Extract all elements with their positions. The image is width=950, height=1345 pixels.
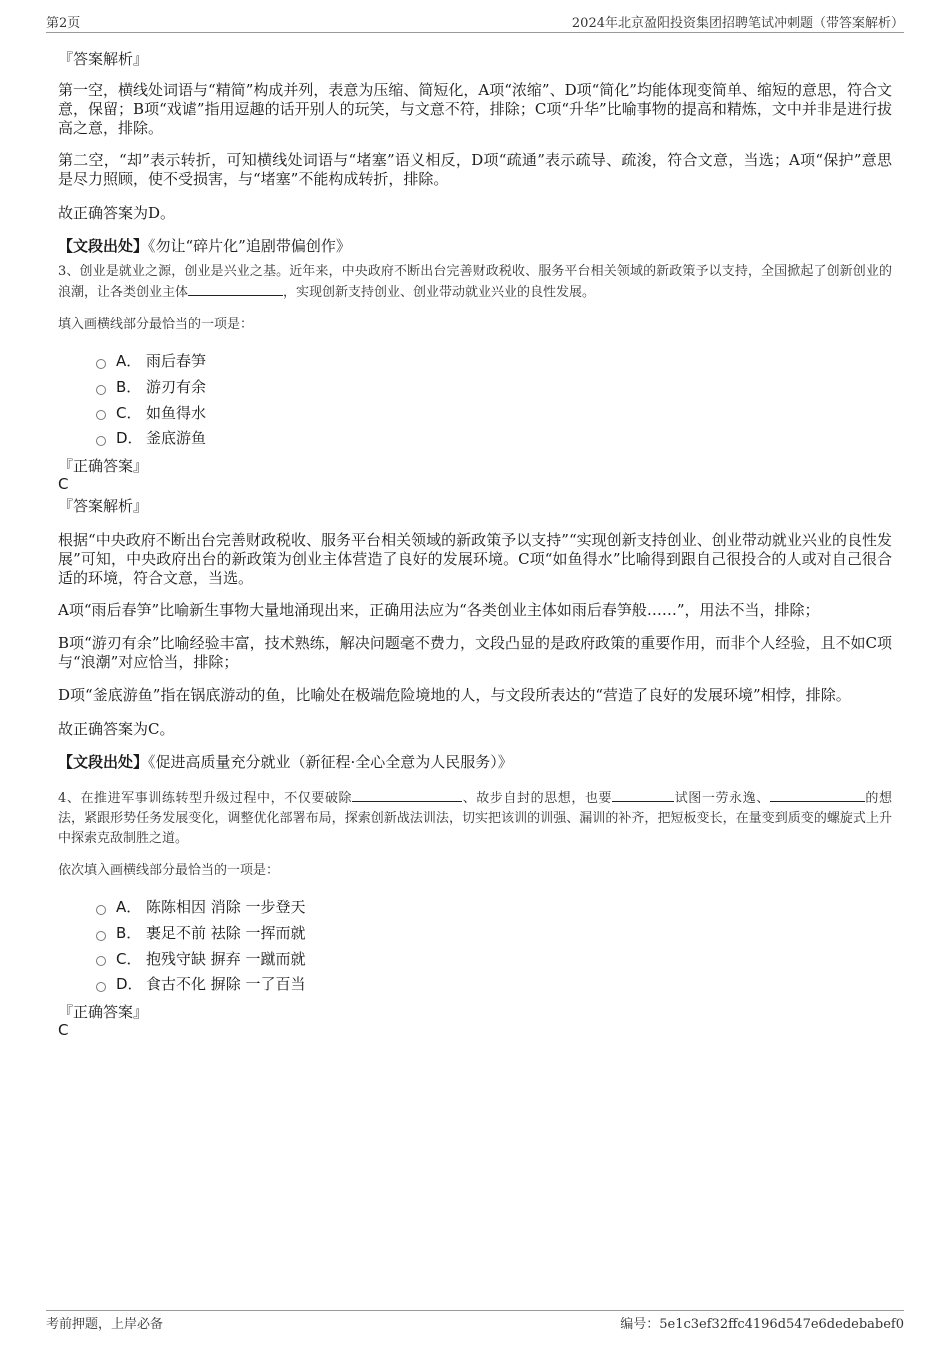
radio-icon[interactable] xyxy=(96,359,106,369)
stem-text: 、故步自封的思想，也要 xyxy=(462,791,613,806)
stem-text: ，实现创新支持创业、创业带动就业兴业的良性发展。 xyxy=(283,285,596,300)
source-citation xyxy=(58,753,892,772)
correct-answer: C xyxy=(58,1021,69,1039)
stem-text: 试图一劳永逸、 xyxy=(674,791,770,806)
fill-blank xyxy=(188,282,283,296)
analysis-paragraph: 第一空，横线处词语与“精简”构成并列，表意为压缩、简短化，A项“浓缩”、D项“简化”均能体现变简单、缩短的意思，符合文意，保留；B项“戏谑”指用逗趣的话开别人的玩笑，与文意不符，排除；C项“升华”比喻事物的提高和精炼，文中并非是进行拔高之意，排除。 xyxy=(58,81,892,137)
radio-icon[interactable] xyxy=(96,385,106,395)
option-a[interactable] xyxy=(96,348,206,374)
option-d[interactable] xyxy=(96,971,306,997)
analysis-paragraph: 第二空，“却”表示转折，可知横线处词语与“堵塞”语义相反，D项“疏通”表示疏导、疏浚，符合文意，当选；A项“保护”意思是尽力照顾，使不受损害，与“堵塞”不能构成转折，排除。 xyxy=(58,151,892,188)
analysis-tag: 『答案解析』 xyxy=(58,50,149,68)
footer-slogan: 考前押题，上岸必备 xyxy=(46,1316,164,1332)
question-stem xyxy=(58,788,892,849)
document-id: 编号：5e1c3ef32ffc4196d547e6dedebabef0 xyxy=(620,1316,904,1332)
analysis-paragraph: D项“釜底游鱼”指在锅底游动的鱼，比喻处在极端危险境地的人，与文段所表达的“营造了良好的发展环境”相悖，排除。 xyxy=(58,686,851,704)
option-letter: D． xyxy=(116,975,143,994)
option-c[interactable] xyxy=(96,399,206,425)
option-list xyxy=(96,894,306,997)
page-header xyxy=(46,10,904,33)
option-letter: A． xyxy=(116,898,142,917)
source-label: 【文段出处】 xyxy=(58,753,149,771)
radio-icon[interactable] xyxy=(96,931,106,941)
source-title: 《勿让“碎片化”追剧带偏创作》 xyxy=(148,237,351,255)
fill-blank xyxy=(770,788,865,802)
answer-tag: 『正确答案』 xyxy=(58,1003,149,1021)
option-letter: C． xyxy=(116,403,142,422)
option-d[interactable] xyxy=(96,425,206,451)
option-letter: A． xyxy=(116,352,142,371)
option-text: 雨后春笋 xyxy=(146,352,207,371)
analysis-paragraph: 故正确答案为D。 xyxy=(58,204,176,222)
radio-icon[interactable] xyxy=(96,905,106,915)
option-text: 裹足不前 祛除 一挥而就 xyxy=(146,924,306,943)
analysis-paragraph: 故正确答案为C。 xyxy=(58,720,175,738)
option-letter: D． xyxy=(116,429,143,448)
source-label: 【文段出处】 xyxy=(58,237,149,255)
option-text: 釜底游鱼 xyxy=(146,429,207,448)
answer-tag: 『正确答案』 xyxy=(58,457,149,475)
option-text: 游刃有余 xyxy=(146,378,207,397)
radio-icon[interactable] xyxy=(96,982,106,992)
stem-text: 3、创业是就业之源，创业是兴业之基。近年来，中央政府不断出台完善财政税收、服务平台相关领域的新政策予以支持，全国掀起了创新创业的浪潮，让各类创业主体 xyxy=(58,264,892,300)
analysis-tag: 『答案解析』 xyxy=(58,497,149,515)
source-title: 《促进高质量充分就业（新征程·全心全意为人民服务）》 xyxy=(148,753,513,771)
analysis-paragraph: A项“雨后春笋”比喻新生事物大量地涌现出来，正确用法应为“各类创业主体如雨后春笋般……”，用法不当，排除； xyxy=(58,601,820,619)
fill-blank xyxy=(612,788,674,802)
radio-icon[interactable] xyxy=(96,436,106,446)
question-prompt: 填入画横线部分最恰当的一项是： xyxy=(58,317,254,332)
option-c[interactable] xyxy=(96,945,306,971)
option-text: 抱残守缺 摒弃 一蹴而就 xyxy=(146,949,306,968)
stem-text: 4、在推进军事训练转型升级过程中，不仅要破除 xyxy=(58,791,353,806)
radio-icon[interactable] xyxy=(96,410,106,420)
page-number: 第2页 xyxy=(46,15,81,31)
question-prompt: 依次填入画横线部分最恰当的一项是： xyxy=(58,863,280,878)
option-text: 陈陈相因 消除 一步登天 xyxy=(146,898,306,917)
analysis-paragraph: B项“游刃有余”比喻经验丰富，技术熟练，解决问题毫不费力，文段凸显的是政府政策的重要作用，而非个人经验，且不如C项与“浪潮”对应恰当，排除； xyxy=(58,634,892,671)
radio-icon[interactable] xyxy=(96,956,106,966)
fill-blank xyxy=(352,788,462,802)
stem-text: 的想法，紧跟形势任务发展变化，调整优化部署布局，探索创新战法训法，切实把该训的训强、漏训的补齐，把短板变长，在量变到质变的螺旋式上升中探索克敌制胜之道。 xyxy=(58,791,892,846)
correct-answer: C xyxy=(58,475,69,493)
option-text: 食古不化 摒除 一了百当 xyxy=(146,975,306,994)
source-citation xyxy=(58,237,892,256)
option-letter: B． xyxy=(116,378,142,397)
option-b[interactable] xyxy=(96,374,206,400)
document-title: 2024年北京盈阳投资集团招聘笔试冲刺题（带答案解析） xyxy=(571,15,904,31)
option-list xyxy=(96,348,206,451)
option-letter: B． xyxy=(116,924,142,943)
question-stem xyxy=(58,262,892,303)
option-letter: C． xyxy=(116,949,142,968)
option-text: 如鱼得水 xyxy=(146,403,207,422)
option-b[interactable] xyxy=(96,920,306,946)
option-a[interactable] xyxy=(96,894,306,920)
analysis-paragraph: 根据“中央政府不断出台完善财政税收、服务平台相关领域的新政策予以支持”“实现创新支持创业、创业带动就业兴业的良性发展”可知，中央政府出台的新政策为创业主体营造了良好的发展环境。C项“如鱼得水”比喻得到跟自己很投合的人或对自己很合适的环境，符合文意，当选。 xyxy=(58,531,892,587)
page-footer xyxy=(46,1310,904,1333)
